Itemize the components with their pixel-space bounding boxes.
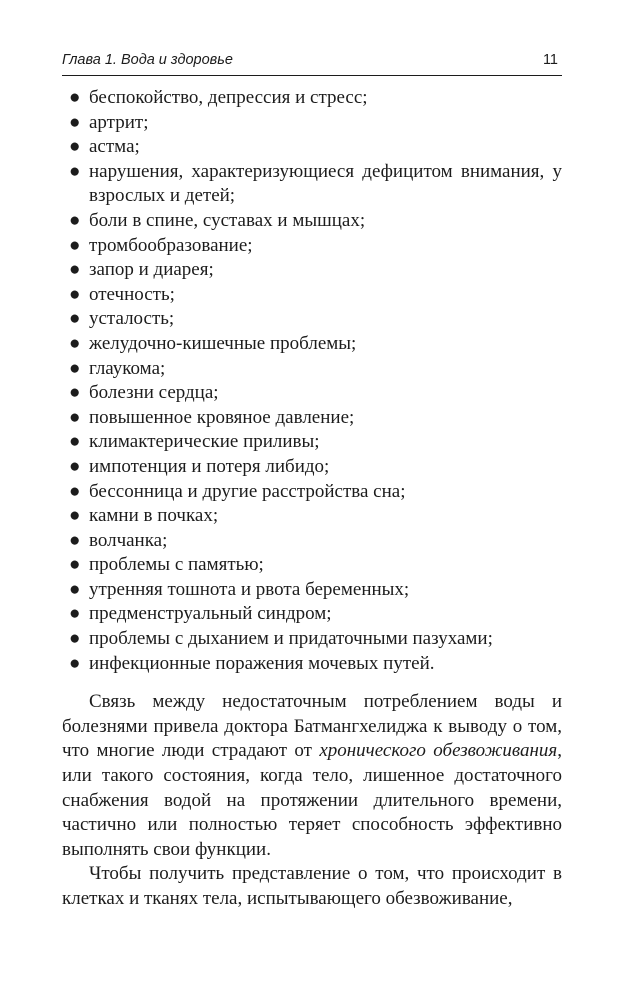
list-item [62, 406, 562, 431]
bullet-icon: ● [69, 652, 81, 674]
list-item [62, 578, 562, 603]
page-number: 11 [542, 52, 558, 68]
list-item-text: нарушения, характеризующиеся дефицитом внимания, у взрослых и детей; [89, 160, 562, 207]
list-item [62, 209, 562, 234]
list-item [62, 480, 562, 505]
list-item [62, 627, 562, 652]
bullet-icon: ● [69, 406, 81, 428]
list-item-text: астма; [89, 136, 140, 158]
bullet-icon: ● [69, 431, 81, 453]
list-item [62, 135, 562, 160]
list-item [62, 553, 562, 578]
bullet-icon: ● [69, 111, 81, 133]
disease-list [62, 86, 562, 676]
list-item-text: желудочно-кишечные проблемы; [89, 332, 357, 354]
list-item [62, 455, 562, 480]
bullet-icon: ● [69, 382, 81, 404]
list-item-text: боли в спине, суставах и мышцах; [89, 209, 366, 231]
chapter-running-title: Глава 1. Вода и здоровье [62, 52, 233, 68]
list-item [62, 307, 562, 332]
bullet-icon: ● [69, 554, 81, 576]
list-item [62, 504, 562, 529]
bullet-icon: ● [69, 505, 81, 527]
bullet-icon: ● [69, 357, 81, 379]
list-item [62, 160, 562, 209]
list-item-text: артрит; [89, 111, 149, 133]
bullet-icon: ● [69, 308, 81, 330]
list-item-text: камни в почках; [89, 505, 219, 527]
bullet-icon: ● [69, 160, 81, 182]
bullet-icon: ● [69, 480, 81, 502]
list-item [62, 111, 562, 136]
list-item-text: волчанка; [89, 529, 168, 551]
list-item [62, 602, 562, 627]
list-item [62, 357, 562, 382]
header-rule [62, 75, 562, 76]
paragraph-text: , или такого состояния, когда тело, лишенное достаточного снабжения водой на протяжении длительного времени, частично или полностью теряет способность эффективно выполнять свои функции. [62, 740, 563, 860]
bullet-icon: ● [69, 87, 81, 108]
list-item-text: болезни сердца; [89, 382, 219, 404]
emphasis-term: хронического обезвоживания [319, 740, 558, 762]
bullet-icon: ● [69, 603, 81, 625]
bullet-icon: ● [69, 209, 81, 231]
list-item-text: усталость; [89, 308, 175, 330]
bullet-icon: ● [69, 628, 81, 650]
list-item-text: импотенция и потеря либидо; [89, 455, 330, 477]
bullet-icon: ● [69, 283, 81, 305]
bullet-icon: ● [69, 136, 81, 158]
list-item-text: проблемы с памятью; [89, 554, 264, 576]
list-item [62, 529, 562, 554]
list-item-text: утренняя тошнота и рвота беременных; [89, 578, 410, 600]
bullet-icon: ● [69, 529, 81, 551]
running-header [62, 46, 562, 74]
list-item-text: запор и диарея; [89, 259, 214, 281]
list-item-text: проблемы с дыханием и придаточными пазухами; [89, 628, 493, 650]
list-item-text: отечность; [89, 283, 175, 305]
list-item-text: инфекционные поражения мочевых путей. [89, 652, 435, 674]
paragraph-text: Связь между недостаточным потреблением воды и болезнями привела доктора Батмангхелиджа к выводу о том, что многие люди страдают от [62, 691, 562, 762]
list-item [62, 86, 562, 111]
list-item [62, 258, 562, 283]
bullet-icon: ● [69, 455, 81, 477]
paragraph-dehydration [62, 690, 562, 862]
paragraph-cells: Чтобы получить представление о том, что происходит в клетках и тканях тела, испытывающего обезвоживание, [62, 863, 562, 909]
bullet-icon: ● [69, 234, 81, 256]
list-item-text: тромбообразование; [89, 234, 253, 256]
list-item-text: предменструальный синдром; [89, 603, 332, 625]
bullet-icon: ● [69, 259, 81, 281]
list-item [62, 381, 562, 406]
list-item-text: беспокойство, депрессия и стресс; [89, 87, 368, 108]
list-item-text: повышенное кровяное давление; [89, 406, 355, 428]
bullet-icon: ● [69, 578, 81, 600]
list-item [62, 332, 562, 357]
list-item [62, 234, 562, 259]
list-item [62, 283, 562, 308]
body-text [62, 86, 562, 912]
list-item-text: глаукома; [89, 357, 166, 379]
bullet-icon: ● [69, 332, 81, 354]
list-item-text: климактерические приливы; [89, 431, 320, 453]
list-item [62, 430, 562, 455]
list-item [62, 652, 562, 677]
list-item-text: бессонница и другие расстройства сна; [89, 480, 406, 502]
